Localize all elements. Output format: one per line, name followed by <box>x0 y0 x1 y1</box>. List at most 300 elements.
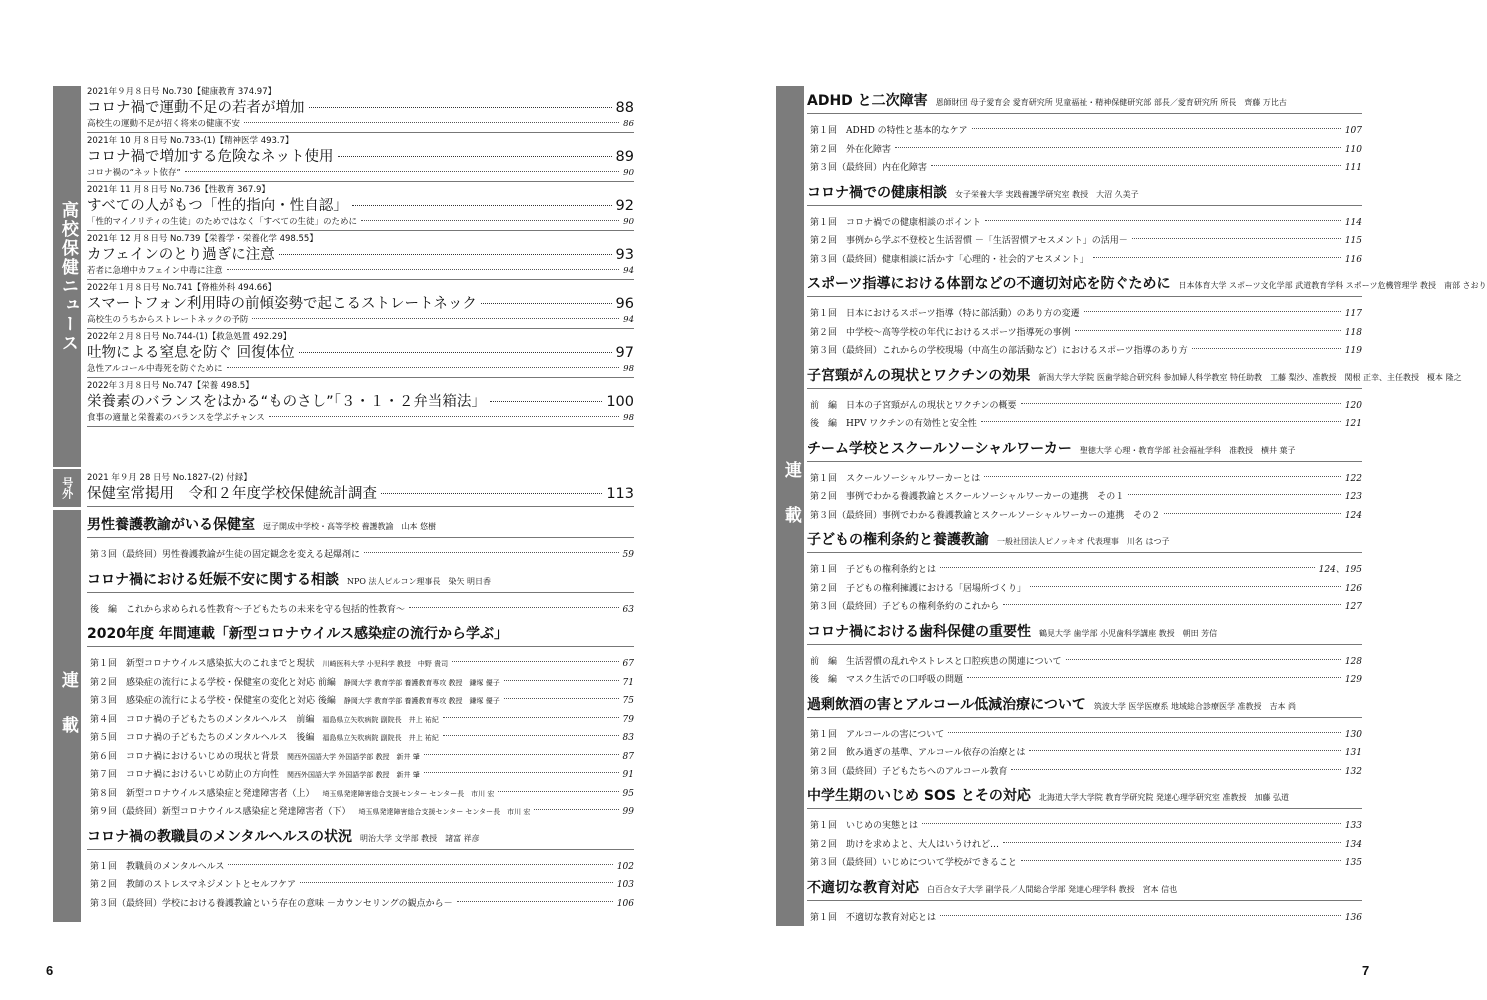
entry-page: 133 <box>1344 821 1362 831</box>
news-subtitle-page: 94 <box>623 266 634 276</box>
dot-leader <box>364 552 619 553</box>
series-header <box>87 822 634 850</box>
series-header <box>807 361 1462 389</box>
news-page: 89 <box>615 149 634 165</box>
entry-page: 115 <box>1344 236 1362 246</box>
series-gap <box>87 538 634 546</box>
entry-page: 128 <box>1344 656 1362 667</box>
dot-leader <box>895 147 1341 148</box>
news-subtitle-row <box>87 265 634 277</box>
dot-leader <box>1030 586 1341 587</box>
entry-page: 83 <box>622 733 634 743</box>
news-item <box>87 233 634 280</box>
dot-leader <box>443 717 619 718</box>
news-meta: 2021年９月８日号 No.730【健康教育 374.97】 <box>87 87 277 97</box>
entry-page: 116 <box>1344 254 1362 265</box>
series-header <box>807 690 1362 718</box>
series-title: ADHD と二次障害 <box>807 93 928 109</box>
rensai-label-bar-left <box>53 510 81 922</box>
dot-leader <box>1084 311 1341 312</box>
dot-leader <box>227 269 620 270</box>
series-header <box>807 434 1362 462</box>
series-section <box>807 361 1462 434</box>
entry-label: 第３回（最終回）健康相談に活かす「心理的・社会的アセスメント」 <box>810 254 1089 265</box>
news-title-row <box>87 98 634 118</box>
series-contributor: 恩師財団 母子愛育会 愛育研究所 児童福祉・精神保健研究部 部長／愛育研究所 所長 齊藤 万比古 <box>935 98 1287 107</box>
series-entry <box>807 507 1362 526</box>
series-entry <box>87 876 634 895</box>
entry-page: 122 <box>1344 473 1362 484</box>
news-subtitle-row <box>87 363 634 375</box>
entry-label: 第４回 コロナ禍の子どもたちのメンタルヘルス 前編 <box>90 714 315 725</box>
dot-leader <box>984 476 1341 477</box>
entry-page: 117 <box>1344 309 1362 319</box>
entry-label: 後 編 これから求められる性教育～子どもたちの未来を守る包括的性教育～ <box>90 604 406 615</box>
entry-label: 第２回 教師のストレスマネジメントとセルフケア <box>90 880 297 890</box>
rensai-label-bar-right <box>776 86 804 926</box>
news-subtitle-page: 98 <box>623 413 634 423</box>
entry-label: 第６回 コロナ禍におけるいじめの現状と背景 <box>90 751 280 762</box>
dot-leader <box>534 809 618 810</box>
news-meta: 2021年 12 月８日号 No.739【栄養学・栄養化学 498.55】 <box>87 234 318 244</box>
news-subtitle-page: 98 <box>623 364 634 374</box>
entry-label: 第３回 感染症の流行による学校・保健室の変化と対応 後編 <box>90 696 336 706</box>
dot-leader <box>981 421 1341 422</box>
entry-page: 123 <box>1344 492 1362 502</box>
news-meta: 2022年３月８日号 No.747【栄養 498.5】 <box>87 381 254 391</box>
entry-label: 第９回（最終回）新型コロナウイルス感染症と発達障害者（下） <box>90 807 351 817</box>
news-meta: 2022年２月８日号 No.744-(1)【救急処置 492.29】 <box>87 332 292 342</box>
series-title: スポーツ指導における体罰などの不適切対応を防ぐために <box>807 276 1171 292</box>
series-entry <box>807 159 1362 178</box>
series-title: 中学生期のいじめ SOS とその対応 <box>807 788 1031 804</box>
news-title-row <box>87 196 634 216</box>
entry-label: 第３回（最終回）いじめについて学校ができること <box>810 858 1017 868</box>
dot-leader <box>1029 750 1340 751</box>
series-title: コロナ禍における歯科保健の重要性 <box>807 623 1031 640</box>
dot-leader <box>352 205 612 206</box>
series-contributor: 聖徳大学 心理・教育学部 社会福祉学科 准教授 横井 葉子 <box>1079 445 1296 455</box>
series-entry <box>87 692 634 711</box>
series-header <box>807 617 1362 645</box>
news-title: 保健室常掲用 令和２年度学校保健統計調査 <box>87 486 377 502</box>
dot-leader <box>985 220 1341 221</box>
dot-leader <box>972 128 1341 129</box>
entry-label: 第１回 コロナ禍での健康相談のポイント <box>810 217 982 228</box>
news-subtitle-page: 94 <box>623 315 634 325</box>
entry-label: 第１回 いじめの実態とは <box>810 821 919 831</box>
entry-label: 第３回（最終回）事例でわかる養護教諭とスクールソーシャルワーカーの連携 その２ <box>810 510 1161 521</box>
gogai-label: 号外 <box>60 477 74 499</box>
entry-page: 87 <box>622 751 634 762</box>
entry-label: 第２回 飲み過ぎの基準、アルコール依存の治療とは <box>810 748 1026 758</box>
series-section <box>807 525 1362 617</box>
series-entry <box>87 674 634 693</box>
series-contributor: 明治大学 文学部 教授 諸富 祥彦 <box>360 833 480 843</box>
series-entry <box>807 854 1362 873</box>
series-entry <box>807 342 1362 361</box>
left-page <box>0 0 707 1000</box>
rensai-label: 連載 <box>780 461 801 551</box>
dot-leader <box>185 171 619 172</box>
dot-leader <box>1066 659 1341 660</box>
entry-author: 静岡大学 教育学部 養護教育専攻 教授 鎌塚 優子 <box>343 697 500 705</box>
news-page: 97 <box>615 345 634 361</box>
series-header <box>87 510 634 538</box>
entry-page: 71 <box>622 677 634 688</box>
news-item <box>87 184 634 231</box>
news-list <box>87 86 634 429</box>
entry-label: 第２回 子どもの権利擁護における「居場所づくり」 <box>810 583 1027 594</box>
entry-label: 第３回（最終回）男性養護教諭が生徒の固定観念を変える起爆剤に <box>90 550 361 560</box>
series-gap <box>807 901 1362 909</box>
series-gap <box>807 809 1362 817</box>
series-header <box>87 619 634 647</box>
entry-label: 第２回 助けを求めよと、大人はいうけれど… <box>810 839 1000 850</box>
dot-leader <box>338 156 612 157</box>
entry-page: 79 <box>622 714 634 725</box>
series-gap <box>807 645 1362 653</box>
entry-page: 59 <box>622 550 634 560</box>
news-subtitle-row <box>87 314 634 326</box>
news-title-row <box>87 484 634 504</box>
news-title: 吐物による窒息を防ぐ 回復体位 <box>87 345 295 361</box>
news-subtitle-page: 90 <box>623 217 634 227</box>
dot-leader <box>252 318 619 319</box>
dot-leader <box>1003 842 1341 843</box>
series-contributor: 筑波大学 医学医療系 地域総合診療医学 准教授 吉本 尚 <box>1093 701 1297 711</box>
series-entry <box>807 671 1362 690</box>
news-subtitle: 急性アルコール中毒死を防ぐために <box>87 364 223 374</box>
dot-leader <box>1192 348 1341 349</box>
dot-leader <box>227 367 620 368</box>
right-page <box>707 0 1487 1000</box>
series-entry <box>807 415 1362 434</box>
news-subtitle: 若者に急増中カフェイン中毒に注意 <box>87 266 223 276</box>
series-title: 子宮頸がんの現状とワクチンの効果 <box>807 367 1031 384</box>
entry-page: 135 <box>1344 858 1362 868</box>
news-subtitle: コロナ禍の“ネット依存” <box>87 168 181 178</box>
series-header <box>807 525 1362 553</box>
entry-label: 第１回 スクールソーシャルワーカーとは <box>810 473 981 484</box>
dot-leader <box>940 915 1341 916</box>
news-label: 高校保健ニュース <box>57 200 78 353</box>
series-entry <box>807 324 1362 343</box>
series-section <box>87 510 634 565</box>
series-title: 過剰飲酒の害とアルコール低減治療について <box>807 696 1086 713</box>
series-title: 男性養護教諭がいる保健室 <box>87 517 255 533</box>
entry-page: 136 <box>1344 912 1362 923</box>
entry-label: 第２回 外在化障害 <box>810 144 892 155</box>
series-gap <box>807 206 1362 214</box>
series-contributor: 白百合女子大学 副学長／人間総合学部 発達心理学科 教授 宮本 信也 <box>927 884 1178 894</box>
entry-label: 第７回 コロナ禍におけるいじめ防止の方向性 <box>90 770 280 780</box>
entry-label: 第１回 日本におけるスポーツ指導（特に部活動）のあり方の変遷 <box>810 309 1080 319</box>
entry-page: 95 <box>622 788 634 799</box>
series-title: 不適切な教育対応 <box>807 879 919 896</box>
dot-leader <box>381 493 602 494</box>
news-title: すべての人がもつ「性的指向・性自認」 <box>87 198 348 214</box>
dot-leader <box>922 823 1341 824</box>
series-entry <box>807 744 1362 763</box>
entry-page: 114 <box>1344 217 1362 228</box>
dot-leader <box>1011 769 1340 770</box>
series-contributor: 日本体育大学 スポーツ文化学部 武道教育学科 スポーツ危機管理学 教授 南部 さおり <box>1178 281 1487 290</box>
entry-label: 後 編 HPV ワクチンの有効性と安全性 <box>810 419 977 429</box>
series-section <box>87 822 634 914</box>
news-page: 113 <box>606 486 634 502</box>
series-gap <box>807 389 1362 397</box>
series-entry <box>807 122 1362 141</box>
dot-leader <box>361 220 619 221</box>
series-gap <box>807 718 1362 726</box>
series-entry <box>87 601 634 620</box>
news-title-row <box>87 343 634 363</box>
entry-page: 119 <box>1344 346 1362 356</box>
series-contributor: 女子栄養大学 実践養護学研究室 教授 大沼 久美子 <box>955 189 1139 199</box>
dot-leader <box>504 698 619 699</box>
news-meta: 2021年 10 月８日号 No.733-(1)【精神医学 493.7】 <box>87 136 294 146</box>
entry-page: 118 <box>1344 327 1362 338</box>
dot-leader <box>424 754 619 755</box>
entry-label: 第１回 新型コロナウイルス感染拡大のこれまでと現状 <box>90 659 315 669</box>
dot-leader <box>457 901 613 902</box>
series-title: コロナ禍での健康相談 <box>807 184 947 201</box>
news-title: 栄養素のバランスをはかる“ものさし”「３・１・２弁当箱法」 <box>87 394 486 410</box>
series-gap <box>807 114 1362 122</box>
series-title: チーム学校とスクールソーシャルワーカー <box>807 440 1072 457</box>
news-item <box>87 331 634 378</box>
entry-label: 第５回 コロナ禍の子どもたちのメンタルヘルス 後編 <box>90 733 315 743</box>
entry-label: 前 編 生活習慣の乱れやストレスと口腔疾患の関連について <box>810 656 1062 667</box>
series-gap <box>87 593 634 601</box>
series-title: 子どもの権利条約と養護教諭 <box>807 532 989 548</box>
series-gap <box>87 850 634 858</box>
rensai-label: 連載 <box>57 671 78 761</box>
news-meta: 2021年 11 月８日号 No.736【性教育 367.9】 <box>87 185 270 195</box>
entry-label: 第１回 教職員のメンタルヘルス <box>90 861 225 872</box>
entry-author: 埼玉県発達障害総合支援センター センター長 市川 宏 <box>322 789 495 798</box>
news-item <box>87 86 634 133</box>
news-item <box>87 135 634 182</box>
entry-page: 99 <box>622 807 634 817</box>
news-subtitle-page: 90 <box>623 168 634 178</box>
entry-label: 第３回（最終回）これからの学校現場（中高生の部活動など）におけるスポーツ指導のあり方 <box>810 346 1188 356</box>
series-entry <box>87 785 634 804</box>
series-entry <box>807 141 1362 160</box>
series-entry <box>807 726 1362 745</box>
dot-leader <box>300 882 613 883</box>
series-entry <box>807 232 1362 251</box>
series-entry <box>807 397 1362 416</box>
entry-page: 126 <box>1344 583 1362 594</box>
dot-leader <box>1021 860 1341 861</box>
news-item <box>87 380 634 427</box>
series-entry <box>807 214 1362 233</box>
entry-page: 131 <box>1344 748 1362 758</box>
series-header <box>807 873 1362 901</box>
news-page: 88 <box>615 100 634 116</box>
series-gap <box>807 462 1362 470</box>
entry-author: 関西外国語大学 外国語学部 教授 新井 肇 <box>287 771 420 779</box>
series-entry <box>807 561 1362 580</box>
series-contributor: 一般社団法人ピノッキオ 代表理事 川名 はつ子 <box>997 537 1170 546</box>
series-contributor: 新潟大学大学院 医歯学総合研究科 参加婦人科学教室 特任助教 工藤 梨沙、准教授 関根 正幸、主任教授 榎本 隆之 <box>1038 372 1462 382</box>
entry-label: 第２回 中学校～高等学校の年代におけるスポーツ指導死の事例 <box>810 327 1071 338</box>
series-entry <box>807 817 1362 836</box>
series-section <box>807 434 1362 526</box>
news-page: 96 <box>615 296 634 312</box>
dot-leader <box>504 680 619 681</box>
series-title: コロナ禍における妊娠不安に関する相談 <box>87 571 339 588</box>
entry-author: 埼玉県発達障害総合支援センター センター長 市川 宏 <box>358 808 531 816</box>
series-gap <box>807 297 1362 305</box>
news-item <box>87 282 634 329</box>
page-number-left: 6 <box>46 963 54 978</box>
dot-leader <box>409 607 619 608</box>
dot-leader <box>1132 238 1341 239</box>
gogai-label-bar <box>53 469 81 507</box>
entry-label: 第２回 感染症の流行による学校・保健室の変化と対応 前編 <box>90 677 336 688</box>
entry-page: 124、195 <box>1318 565 1362 575</box>
dot-leader <box>443 735 619 736</box>
dot-leader <box>269 416 619 417</box>
right-series-list <box>807 86 1487 927</box>
series-section <box>807 86 1362 178</box>
news-title-row <box>87 147 634 167</box>
entry-page: 75 <box>622 696 634 706</box>
news-title-row <box>87 392 634 412</box>
series-entry <box>87 546 634 565</box>
entry-label: 第１回 子どもの権利条約とは <box>810 565 937 575</box>
series-section <box>807 781 1362 873</box>
dot-leader <box>452 661 618 662</box>
series-header <box>807 86 1362 114</box>
dot-leader <box>228 864 612 865</box>
news-subtitle: 食事の適量と栄養素のバランスを学ぶチャンス <box>87 413 265 423</box>
news-subtitle-page: 86 <box>623 119 634 129</box>
dot-leader <box>279 254 612 255</box>
entry-label: 第３回（最終回）学校における養護教諭という存在の意味 －カウンセリングの観点から－ <box>90 898 453 909</box>
series-entry <box>807 305 1362 324</box>
dot-leader <box>1021 403 1341 404</box>
news-title: カフェインのとり過ぎに注意 <box>87 247 275 263</box>
news-subtitle: 「性的マイノリティの生徒」のためではなく「すべての生徒」のために <box>87 217 357 227</box>
entry-page: 129 <box>1344 675 1362 685</box>
entry-page: 91 <box>622 770 634 780</box>
dot-leader <box>481 303 612 304</box>
series-entry <box>807 653 1362 672</box>
series-contributor: 逗子開成中学校・高等学校 養護教諭 山本 悠樹 <box>263 522 437 531</box>
news-page: 100 <box>606 394 634 410</box>
series-entry <box>87 748 634 767</box>
dot-leader <box>1075 330 1341 331</box>
entry-page: 127 <box>1344 602 1362 612</box>
series-contributor: NPO 法人ピルコン理事長 染矢 明日香 <box>347 576 492 586</box>
entry-page: 102 <box>616 861 634 872</box>
dot-leader <box>1164 513 1341 514</box>
entry-author: 福島県立矢吹病院 副院長 井上 祐紀 <box>322 715 439 724</box>
news-subtitle-row <box>87 118 634 130</box>
series-header <box>807 178 1362 206</box>
entry-label: 後 編 マスク生活での口呼吸の問題 <box>810 675 964 685</box>
series-entry <box>87 766 634 785</box>
entry-label: 第１回 ADHD の特性と基本的なケア <box>810 126 968 136</box>
series-entry <box>807 763 1362 782</box>
dot-leader <box>967 677 1341 678</box>
left-series-list <box>87 510 634 913</box>
page-number-right: 7 <box>1362 963 1370 978</box>
series-header <box>807 781 1362 809</box>
entry-page: 132 <box>1344 766 1362 777</box>
dot-leader <box>490 401 602 402</box>
news-title: スマートフォン利用時の前傾姿勢で起こるストレートネック <box>87 296 477 312</box>
news-item <box>87 472 634 507</box>
series-entry <box>87 858 634 877</box>
entry-page: 130 <box>1344 729 1362 740</box>
news-subtitle: 高校生のうちからストレートネックの予防 <box>87 315 249 325</box>
dot-leader <box>299 352 612 353</box>
series-section <box>807 690 1362 782</box>
series-contributor: 北海道大学大学院 教育学研究院 発達心理学研究室 准教授 加藤 弘道 <box>1038 793 1289 802</box>
news-title: コロナ禍で運動不足の若者が増加 <box>87 100 305 116</box>
entry-label: 第１回 アルコールの害について <box>810 729 945 740</box>
news-title-row <box>87 294 634 314</box>
dot-leader <box>931 165 1341 166</box>
news-subtitle-row <box>87 167 634 179</box>
entry-author: 静岡大学 教育学部 養護教育専攻 教授 鎌塚 優子 <box>343 678 500 687</box>
dot-leader <box>1128 494 1341 495</box>
dot-leader <box>244 122 619 123</box>
series-header <box>807 269 1487 297</box>
entry-label: 第３回（最終回）内在化障害 <box>810 163 928 173</box>
entry-page: 67 <box>622 659 634 669</box>
series-entry <box>807 470 1362 489</box>
entry-page: 63 <box>622 604 634 615</box>
entry-label: 第３回（最終回）子どもの権利条約のこれから <box>810 602 1000 612</box>
series-gap <box>807 553 1362 561</box>
entry-label: 第２回 事例でわかる養護教諭とスクールソーシャルワーカーの連携 その１ <box>810 492 1125 502</box>
entry-author: 関西外国語大学 外国語学部 教授 新井 肇 <box>287 752 420 761</box>
entry-page: 124 <box>1344 510 1362 521</box>
news-title-row <box>87 245 634 265</box>
series-section <box>807 178 1362 270</box>
series-entry <box>87 729 634 748</box>
dot-leader <box>1093 257 1341 258</box>
series-entry <box>807 488 1362 507</box>
series-entry <box>87 711 634 730</box>
series-entry <box>87 803 634 822</box>
series-section <box>807 873 1362 928</box>
news-subtitle: 高校生の運動不足が招く将来の健康不安 <box>87 119 241 129</box>
series-gap <box>87 647 634 655</box>
entry-page: 134 <box>1344 839 1362 850</box>
series-section <box>87 619 634 822</box>
entry-page: 121 <box>1344 419 1362 429</box>
series-entry <box>807 598 1362 617</box>
series-section <box>87 565 634 620</box>
series-entry <box>87 895 634 914</box>
series-entry <box>807 909 1362 928</box>
entry-label: 前 編 日本の子宮頸がんの現状とワクチンの概要 <box>810 400 1017 411</box>
entry-label: 第１回 不適切な教育対応とは <box>810 912 937 923</box>
series-title: コロナ禍の教職員のメンタルヘルスの状況 <box>87 828 353 845</box>
series-entry <box>807 580 1362 599</box>
news-page: 93 <box>615 247 634 263</box>
entry-label: 第８回 新型コロナウイルス感染症と発達障害者（上） <box>90 788 315 799</box>
news-label-bar <box>53 86 81 467</box>
dot-leader <box>309 107 612 108</box>
